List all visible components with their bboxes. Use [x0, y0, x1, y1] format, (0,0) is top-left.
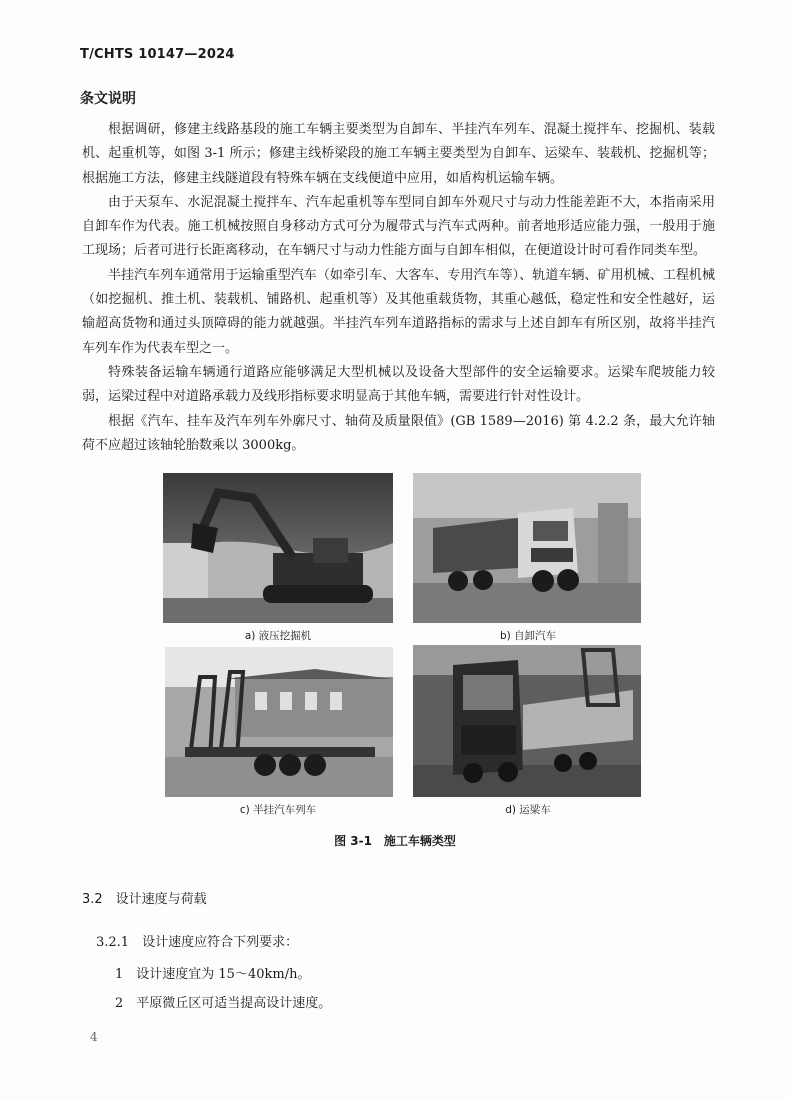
subsection-title: 3.2 设计速度与荷载 — [82, 892, 207, 907]
section-title: 条文说明 — [80, 91, 136, 107]
dump-truck-photo — [413, 473, 641, 623]
caption-beam-carrier: d) 运梁车 — [505, 804, 551, 816]
semi-trailer-illustration — [165, 647, 393, 797]
caption-semi-trailer: c) 半挂汽车列车 — [239, 804, 317, 816]
clause-text: 3.2.1 设计速度应符合下列要求： — [96, 935, 299, 950]
standard-code-header: T/CHTS 10147—2024 — [80, 47, 235, 62]
beam-carrier-illustration — [413, 645, 641, 797]
clause-item-2: 2 平原微丘区可适当提高设计速度。 — [115, 996, 332, 1011]
caption-excavator: a) 液压挖掘机 — [244, 630, 312, 642]
figure-title: 图 3-1 施工车辆类型 — [334, 834, 456, 848]
semi-trailer-photo — [165, 647, 393, 797]
paragraph-axle-load: 根据《汽车、挂车及汽车列车外廓尺寸、轴荷及质量限值》(GB 1589—2016) 第 4.2.2 条，最大允许轴荷不应超过该轴轮胎数乘以 3000kg。 — [82, 413, 715, 453]
page-number: 4 — [90, 1030, 98, 1044]
dump-truck-illustration — [413, 473, 641, 623]
paragraph-vehicle-types: 根据调研，修建主线路基段的施工车辆主要类型为自卸车、半挂汽车列车、混凝土搅拌车、挖掘机、装载机、起重机等，如图 3-1 所示；修建主线桥梁段的施工车辆主要类型为自卸车、运梁车、装载机、挖掘机等；根据施工方法，修建主线隧道段有特殊车辆在支线便道中应用，如盾构机运输车辆。 — [82, 122, 715, 186]
paragraph-beam-carrier: 特殊装备运输车辆通行道路应能够满足大型机械以及设备大型部件的安全运输要求。运梁车爬坡能力较弱，运梁过程中对道路承载力及线形指标要求明显高于其他车辆，需要进行针对性设计。 — [82, 364, 715, 405]
explanation-body — [82, 118, 715, 458]
excavator-photo — [163, 473, 393, 623]
paragraph-semi-trailer: 半挂汽车列车通常用于运输重型汽车（如牵引车、大客车、专用汽车等）、轨道车辆、矿用机械、工程机械（如挖掘机、推土机、装载机、铺路机、起重机等）及其他重载货物，其重心越低，稳定性和安全性越好，运输超高货物和通过头顶障碍的能力就越强。半挂汽车列车道路指标的需求与上述自卸车有所区别，故将半挂汽车列车作为代表车型之一。 — [82, 267, 715, 356]
clause-item-1: 1 设计速度宜为 15～40km/h。 — [115, 967, 311, 982]
caption-dump-truck: b) 自卸汽车 — [499, 630, 557, 642]
excavator-illustration — [163, 473, 393, 623]
paragraph-dump-truck: 由于天泵车、水泥混凝土搅拌车、汽车起重机等车型同自卸车外观尺寸与动力性能差距不大，本指南采用自卸车作为代表。施工机械按照自身移动方式可分为履带式与汽车式两种。前者地形适应能力强，一般用于施工现场；后者可进行长距离移动，在车辆尺寸与动力性能方面与自卸车相似，在便道设计时可看作同类车型。 — [82, 194, 715, 259]
beam-carrier-photo — [413, 645, 641, 797]
